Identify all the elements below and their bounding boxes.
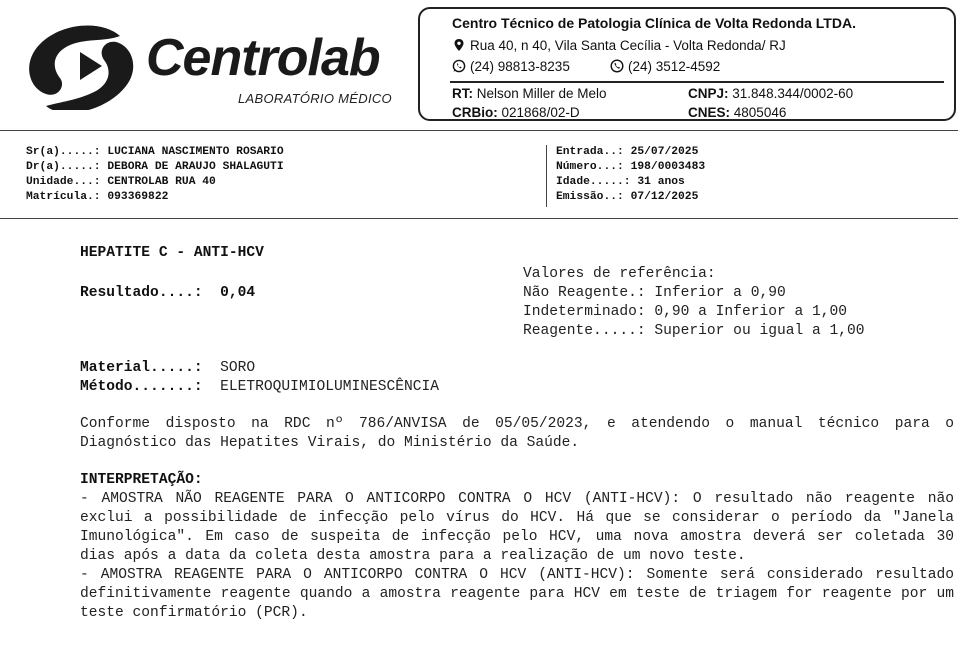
- crbio-line: [452, 105, 580, 120]
- logo-mark: [22, 22, 140, 110]
- whatsapp-number: (24) 98813-8235: [470, 59, 570, 74]
- dr-value: DEBORA DE ARAUJO SHALAGUTI: [107, 161, 284, 173]
- result-value: 0,04: [220, 285, 256, 301]
- emissao-label: Emissão..:: [556, 191, 624, 203]
- patient-column-divider: [546, 145, 547, 207]
- cnes-value: 4805046: [733, 105, 787, 120]
- material-label: Material.....:: [80, 360, 203, 376]
- numero-value: 198/0003483: [630, 161, 706, 173]
- method-value: ELETROQUIMIOLUMINESCÊNCIA: [220, 379, 440, 395]
- numero-label: Número...:: [556, 161, 624, 173]
- cnpj-label: CNPJ:: [688, 86, 729, 101]
- patient-row-numero: [556, 160, 705, 175]
- result-label: Resultado....:: [80, 285, 203, 301]
- unidade-label: Unidade...:: [26, 176, 101, 188]
- interpretation-paragraph: - AMOSTRA NÃO REAGENTE PARA O ANTICORPO CONTRA O HCV (ANTI-HCV): O resultado não reagente não exclui a possibilidade de infecção pelo vírus do HCV. Há que se considerar o período da "Janela Imunológica". Em caso de suspeita de infecção pelo HCV, uma nova amostra deverá ser coletada 30 dias após a data da coleta desta amostra para a realização de um novo teste.: [80, 491, 954, 564]
- reference-line: Reagente.....: Superior ou igual a 1,00: [523, 323, 865, 339]
- matricula-value: 093369822: [107, 191, 169, 203]
- map-pin-icon: [452, 38, 466, 52]
- entrada-label: Entrada..:: [556, 146, 624, 158]
- phone-icon: [610, 59, 624, 73]
- cnes-label: CNES:: [688, 105, 731, 120]
- rt-value: Nelson Miller de Melo: [476, 86, 607, 101]
- cnes-line: [688, 105, 786, 120]
- patient-row-unidade: [26, 175, 216, 190]
- matricula-label: Matrícula.:: [26, 191, 101, 203]
- interpretation-paragraph: - AMOSTRA REAGENTE PARA O ANTICORPO CONTRA O HCV (ANTI-HCV): Somente será considerado resultado definitivamente reagente quando a amostra reagente para HCV em teste de triagem for reagente por um teste confirmatório (PCR).: [80, 567, 954, 621]
- patient-row-idade: [556, 175, 685, 190]
- lab-info-box: [418, 7, 956, 121]
- patient-row-dr: [26, 160, 284, 175]
- result-row: [80, 284, 255, 303]
- cnpj-value: 31.848.344/0002-60: [732, 86, 854, 101]
- brand-tagline: LABORATÓRIO MÉDICO: [238, 91, 392, 106]
- whatsapp-phone: [452, 59, 570, 74]
- idade-value: 31 anos: [637, 176, 685, 188]
- lab-name: Centro Técnico de Patologia Clínica de Volta Redonda LTDA.: [452, 15, 856, 31]
- patient-row-matricula: [26, 190, 168, 205]
- header-rule-top: [0, 130, 958, 131]
- sr-label: Sr(a).....:: [26, 146, 101, 158]
- method-label: Método.......:: [80, 379, 203, 395]
- interpretation-text: [80, 490, 954, 623]
- patient-row-entrada: [556, 145, 698, 160]
- brand-name: Centrolab: [146, 29, 380, 87]
- idade-label: Idade.....:: [556, 176, 631, 188]
- rdc-note: Conforme disposto na RDC nº 786/ANVISA de 05/05/2023, e atendendo o manual técnico para o Diagnóstico das Hepatites Virais, do Ministério da Saúde.: [80, 416, 954, 451]
- landline-number: (24) 3512-4592: [628, 59, 721, 74]
- material-row: [80, 359, 255, 378]
- reference-title: Valores de referência:: [523, 266, 716, 282]
- header-rule-bottom: [0, 218, 958, 219]
- emissao-value: 07/12/2025: [630, 191, 699, 203]
- rt-label: RT:: [452, 86, 473, 101]
- whatsapp-icon: [452, 59, 466, 73]
- patient-row-emissao: [556, 190, 698, 205]
- info-divider: [450, 81, 944, 83]
- reference-line: Indeterminado: 0,90 a Inferior a 1,00: [523, 304, 848, 320]
- material-value: SORO: [220, 360, 256, 376]
- dr-label: Dr(a).....:: [26, 161, 101, 173]
- reference-line: Não Reagente.: Inferior a 0,90: [523, 285, 786, 301]
- crbio-label: CRBio:: [452, 105, 498, 120]
- sr-value: LUCIANA NASCIMENTO ROSARIO: [107, 146, 284, 158]
- landline-phone: [610, 59, 720, 74]
- rt-line: [452, 86, 607, 101]
- unidade-value: CENTROLAB RUA 40: [107, 176, 216, 188]
- exam-title: HEPATITE C - ANTI-HCV: [80, 245, 264, 261]
- method-row: [80, 378, 439, 397]
- interpretation-title: INTERPRETAÇÃO:: [80, 472, 203, 488]
- cnpj-line: [688, 86, 853, 101]
- lab-address: [452, 38, 786, 53]
- crbio-value: 021868/02-D: [501, 105, 580, 120]
- patient-row-sr: [26, 145, 284, 160]
- address-text: Rua 40, n 40, Vila Santa Cecília - Volta Redonda/ RJ: [470, 38, 786, 53]
- entrada-value: 25/07/2025: [630, 146, 699, 158]
